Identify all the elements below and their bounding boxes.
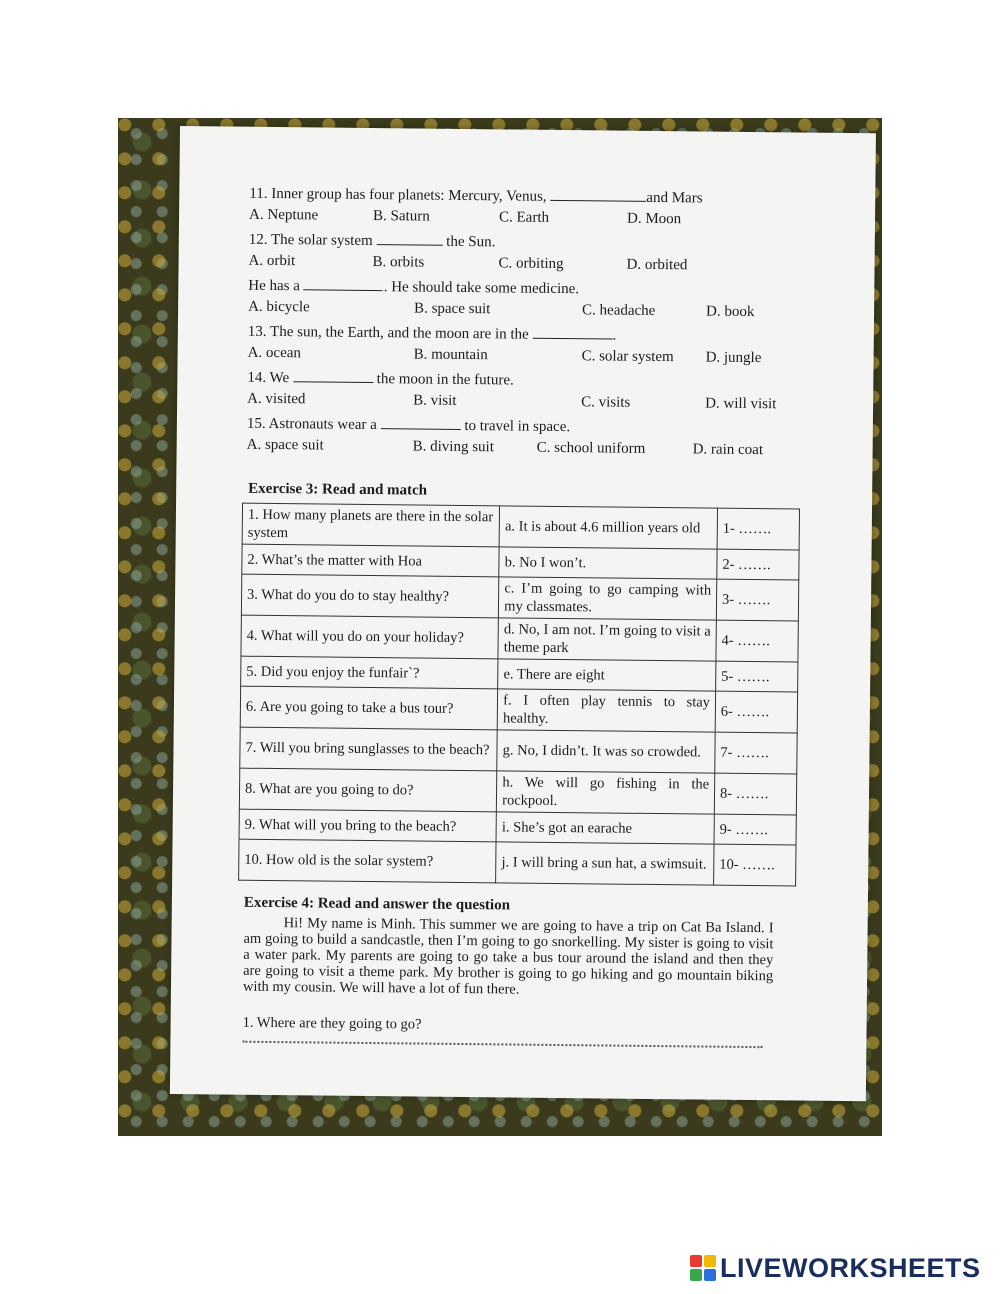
match-question: 5. Did you enjoy the funfair`? bbox=[241, 656, 499, 689]
match-answer: d. No, I am not. I’m going to visit a theme park bbox=[498, 618, 716, 661]
match-slot[interactable]: 10- ……. bbox=[714, 844, 796, 886]
match-slot[interactable]: 1- ……. bbox=[717, 508, 799, 550]
match-question: 10. How old is the solar system? bbox=[239, 839, 497, 883]
logo-text: LIVEWORKSHEETS bbox=[720, 1252, 981, 1283]
option-a[interactable]: A. Neptune bbox=[248, 206, 319, 224]
option-b[interactable]: B. orbits bbox=[372, 254, 425, 271]
match-slot[interactable]: 2- ……. bbox=[717, 549, 799, 580]
answer-blank[interactable] bbox=[532, 326, 612, 340]
options-12 bbox=[248, 252, 809, 274]
worksheet-page bbox=[170, 126, 876, 1101]
match-answer: a. It is about 4.6 million years old bbox=[499, 506, 717, 549]
match-answer: i. She’s got an earache bbox=[496, 812, 714, 844]
answer-blank[interactable] bbox=[381, 416, 461, 430]
answer-blank[interactable] bbox=[293, 369, 373, 383]
match-answer: c. I’m going to go camping with my classmates. bbox=[499, 577, 717, 620]
match-answer: f. I often play tennis to stay healthy. bbox=[497, 689, 715, 732]
option-c[interactable]: C. headache bbox=[582, 302, 656, 319]
option-b[interactable]: B. mountain bbox=[413, 346, 488, 364]
options-14 bbox=[247, 390, 807, 413]
table-row bbox=[242, 503, 799, 550]
question-headache: He has a . He should take some medicine. bbox=[248, 277, 580, 298]
logo-square bbox=[690, 1269, 702, 1281]
match-question: 1. How many planets are there in the solar system bbox=[242, 503, 500, 547]
option-c[interactable]: C. school uniform bbox=[536, 439, 646, 457]
table-row bbox=[241, 615, 798, 662]
option-d[interactable]: D. Moon bbox=[626, 210, 682, 228]
option-a[interactable]: A. visited bbox=[247, 390, 306, 408]
option-d[interactable]: D. book bbox=[706, 303, 755, 321]
option-b[interactable]: B. Saturn bbox=[372, 208, 430, 225]
logo-square bbox=[704, 1255, 716, 1267]
option-c[interactable]: C. orbiting bbox=[498, 255, 564, 273]
match-question: 2. What’s the matter with Hoa bbox=[242, 544, 500, 577]
option-a[interactable]: A. ocean bbox=[247, 344, 302, 362]
answer-blank[interactable] bbox=[304, 277, 384, 291]
option-c[interactable]: C. visits bbox=[581, 394, 631, 411]
table-row bbox=[239, 839, 796, 886]
match-table bbox=[238, 503, 800, 887]
exercise-3-title: Exercise 3: Read and match bbox=[248, 480, 428, 499]
match-slot[interactable]: 9- ……. bbox=[714, 814, 796, 845]
match-slot[interactable]: 6- ……. bbox=[715, 691, 797, 733]
logo-square bbox=[704, 1269, 716, 1281]
match-answer: h. We will go fishing in the rockpool. bbox=[497, 771, 715, 814]
option-b[interactable]: B. space suit bbox=[414, 300, 491, 318]
option-a[interactable]: A. orbit bbox=[248, 252, 296, 270]
option-d[interactable]: D. orbited bbox=[626, 256, 688, 274]
match-answer: e. There are eight bbox=[498, 659, 716, 691]
option-b[interactable]: B. visit bbox=[413, 392, 457, 409]
match-question: 4. What will you do on your holiday? bbox=[241, 615, 499, 659]
table-row bbox=[240, 686, 797, 733]
match-answer: g. No, I didn’t. It was so crowded. bbox=[497, 730, 715, 773]
question-14: 14. We the moon in the future. bbox=[247, 369, 514, 389]
exercise-4-title: Exercise 4: Read and answer the question bbox=[243, 894, 511, 914]
match-question: 8. What are you going to do? bbox=[239, 768, 497, 812]
options-15 bbox=[246, 436, 807, 459]
reading-passage: Hi! My name is Minh. This summer we are going to have a trip on Cat Ba Island. I am going to build a sandcastle, then I’m going to go snorkelling. My sister is going to visit a water park. My parents are going to go take a bus tour around the island and then they are going to visit a theme park. My brother is going to go hiking and go mountain biking with my cousin. We will have a lot of fun there. bbox=[242, 915, 774, 998]
match-slot[interactable]: 4- ……. bbox=[716, 620, 798, 662]
photo-background bbox=[118, 118, 882, 1136]
match-answer: b. No I won’t. bbox=[499, 547, 717, 579]
match-slot[interactable]: 7- ……. bbox=[715, 732, 797, 774]
option-d[interactable]: D. rain coat bbox=[692, 441, 764, 459]
option-c[interactable]: C. Earth bbox=[498, 209, 550, 226]
table-row bbox=[241, 574, 798, 621]
match-question: 6. Are you going to take a bus tour? bbox=[240, 686, 498, 730]
question-12: 12. The solar system the Sun. bbox=[248, 231, 496, 251]
match-question: 7. Will you bring sunglasses to the beach? bbox=[240, 727, 498, 771]
options-11 bbox=[248, 206, 809, 228]
match-question: 9. What will you bring to the beach? bbox=[239, 809, 497, 842]
option-d[interactable]: D. jungle bbox=[705, 349, 762, 367]
option-a[interactable]: A. space suit bbox=[246, 436, 324, 454]
logo-icon bbox=[690, 1255, 716, 1281]
answer-line[interactable] bbox=[242, 1035, 762, 1048]
option-d[interactable]: D. will visit bbox=[705, 395, 777, 413]
table-row bbox=[239, 768, 796, 815]
question-1: 1. Where are they going to go? bbox=[242, 1014, 422, 1033]
liveworksheets-logo bbox=[690, 1252, 981, 1284]
question-11: 11. Inner group has four planets: Mercury, Venus, and Mars bbox=[249, 185, 703, 207]
option-b[interactable]: B. diving suit bbox=[412, 438, 495, 456]
match-slot[interactable]: 8- ……. bbox=[714, 773, 796, 815]
option-c[interactable]: C. solar system bbox=[581, 348, 674, 366]
logo-square bbox=[690, 1255, 702, 1267]
match-slot[interactable]: 3- ……. bbox=[716, 579, 798, 621]
options-13 bbox=[247, 344, 808, 367]
options-headache bbox=[248, 298, 808, 321]
answer-blank[interactable] bbox=[376, 232, 442, 246]
answer-blank[interactable] bbox=[550, 188, 646, 202]
option-a[interactable]: A. bicycle bbox=[248, 298, 310, 316]
match-answer: j. I will bring a sun hat, a swimsuit. bbox=[496, 842, 714, 885]
match-question: 3. What do you do to stay healthy? bbox=[241, 574, 499, 618]
table-row bbox=[240, 727, 797, 774]
question-13: 13. The sun, the Earth, and the moon are in the . bbox=[247, 323, 617, 344]
question-15: 15. Astronauts wear a to travel in space. bbox=[246, 415, 571, 436]
match-slot[interactable]: 5- ……. bbox=[716, 661, 798, 692]
